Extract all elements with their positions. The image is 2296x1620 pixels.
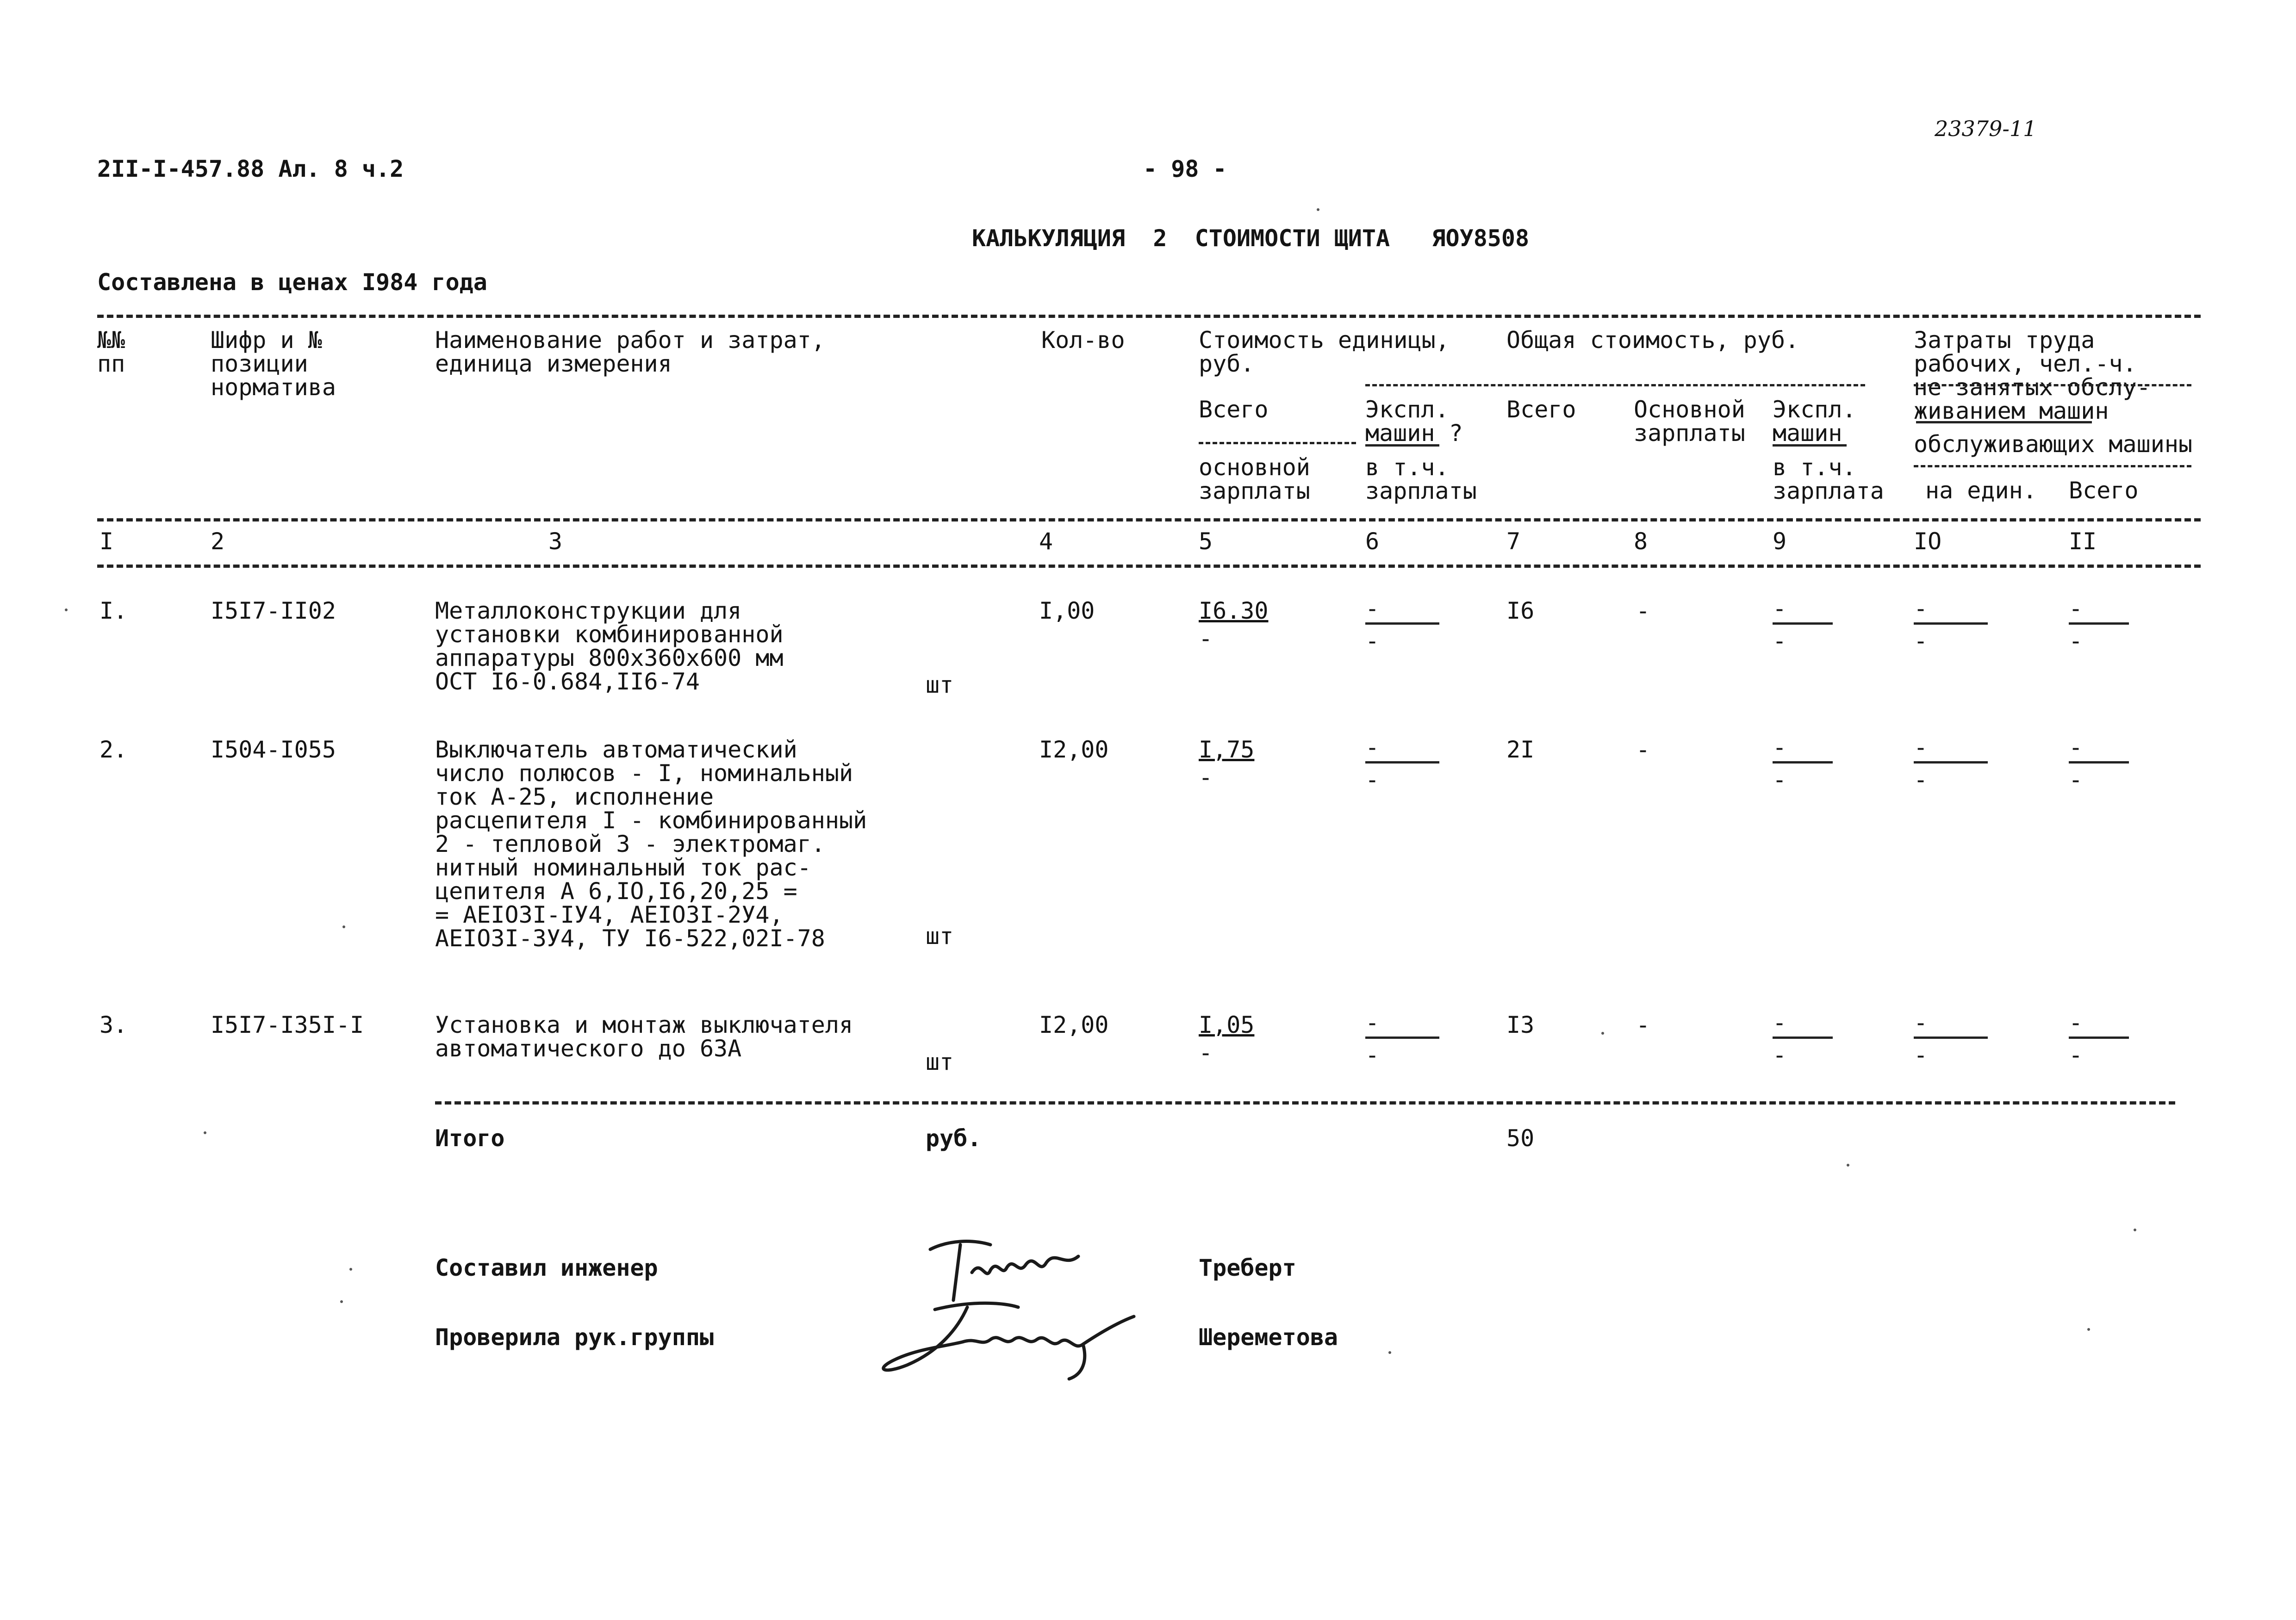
row-3-labor-total-2: - [2069, 1042, 2083, 1068]
row-3-total: I3 [1506, 1012, 1535, 1038]
checked-by-label: Проверила рук.группы [435, 1324, 714, 1351]
row-2-unit-machines-line [1365, 761, 1439, 763]
document-title: КАЛЬКУЛЯЦИЯ 2 СТОИМОСТИ ЩИТА ЯОУ8508 [972, 225, 1530, 252]
column-number-6: 6 [1365, 528, 1380, 555]
row-2-name: Выключатель автоматический число полюсов - I, номинальный ток А-25, исполнение расцепителя I - комбинированный 2 - тепловой 3 - электромаг. нитный номинальный ток рас- цепителя А 6,IO,I6,20,25 = = АЕIО3I-IУ4, АЕIО3I-2У4, АЕIО3I-3У4, ТУ I6-522,02I-78 [435, 736, 867, 952]
column-header-total-machines: Экспл. машин [1773, 396, 1856, 447]
scan-speck [204, 1131, 206, 1134]
column-header-name: Наименование работ и затрат, единица измерения [435, 327, 825, 377]
scan-speck [1388, 1351, 1391, 1354]
scan-speck [2087, 1328, 2090, 1331]
column-number-10: IO [1914, 528, 1942, 555]
summary-top-rule [435, 1101, 2175, 1105]
unit-cost-inner-rule [1199, 442, 1356, 444]
scan-speck [349, 1268, 352, 1271]
scan-speck [340, 1300, 343, 1303]
labor-inner-rule [1914, 465, 2191, 467]
row-2-labor-unit: - [1914, 734, 1928, 761]
row-1-labor-unit-line [1914, 622, 1988, 625]
column-number-5: 5 [1199, 528, 1213, 555]
scan-speck [2134, 1229, 2136, 1231]
row-2-total-machines: - [1773, 734, 1787, 761]
row-1-labor-total: - [2069, 595, 2083, 622]
row-3-total-machines-line [1773, 1037, 1833, 1039]
summary-total: 50 [1506, 1125, 1535, 1152]
column-number-3: 3 [548, 528, 563, 555]
column-header-unit-total: Всего [1199, 396, 1269, 423]
prices-note: Составлена в ценах I984 года [97, 269, 487, 296]
numbers-bottom-rule [97, 565, 2201, 568]
row-1-labor-unit: - [1914, 595, 1928, 622]
row-2-quantity: I2,00 [1039, 736, 1109, 763]
checked-by-name: Шереметова [1199, 1324, 1338, 1351]
column-number-9: 9 [1773, 528, 1787, 555]
row-2-labor-total: - [2069, 734, 2083, 761]
column-number-1: I [100, 528, 114, 555]
unit-machines-underline [1365, 444, 1439, 447]
column-header-unit-salary: основной зарплаты [1199, 454, 1310, 504]
row-3-total-salary: - [1636, 1012, 1650, 1038]
row-2-number: 2. [100, 736, 128, 763]
row-1-quantity: I,00 [1039, 597, 1095, 624]
scan-speck [342, 925, 345, 928]
subheader-rule-right [1365, 384, 1865, 386]
row-1-total-machines-line [1773, 622, 1833, 625]
row-1-total-machines: - [1773, 595, 1787, 622]
page-number: - 98 - [1143, 155, 1227, 182]
row-3-total-machines: - [1773, 1009, 1787, 1036]
row-3-unit-machines-line [1365, 1037, 1439, 1039]
row-2-labor-total-line [2069, 761, 2129, 763]
row-3-unit-salary: - [1199, 1039, 1213, 1066]
row-2-total-salary: - [1636, 736, 1650, 763]
row-1-unit-machines-line [1365, 622, 1439, 625]
row-2-unit-cost: I,75 [1199, 736, 1255, 763]
row-1-code: I5I7-II02 [211, 597, 336, 624]
column-header-unit-cost: Стоимость единицы, руб. [1199, 327, 1450, 377]
row-2-unit-machines-salary: - [1365, 766, 1380, 793]
row-3-labor-unit-line [1914, 1037, 1988, 1039]
labor-underline [1916, 421, 2092, 423]
row-3-unit-machines-salary: - [1365, 1042, 1380, 1068]
row-1-unit-cost: I6.30 [1199, 597, 1269, 624]
column-header-number: №№ пп [97, 327, 125, 377]
row-1-number: I. [100, 597, 128, 624]
row-3-labor-unit-2: - [1914, 1042, 1928, 1068]
row-1-total: I6 [1506, 597, 1535, 624]
total-machines-underline [1773, 444, 1847, 447]
row-1-unit-machines: - [1365, 595, 1380, 622]
scan-speck [1317, 208, 1319, 211]
row-2-total-machines-salary: - [1773, 766, 1787, 793]
column-number-4: 4 [1039, 528, 1053, 555]
compiled-by-name: Треберт [1199, 1254, 1296, 1281]
column-header-labor-total: Всего [2069, 477, 2139, 504]
column-header-labor-unit: на един. [1925, 477, 2037, 504]
row-1-labor-total-2: - [2069, 627, 2083, 654]
row-2-unit: шт [926, 923, 954, 950]
row-2-labor-unit-2: - [1914, 766, 1928, 793]
handwritten-signature-2 [865, 1296, 1143, 1384]
scan-speck [1847, 1164, 1849, 1167]
row-3-labor-unit: - [1914, 1009, 1928, 1036]
row-3-code: I5I7-I35I-I [211, 1012, 364, 1038]
column-header-unit-machines: Экспл. машин ? [1365, 396, 1463, 447]
row-2-unit-machines: - [1365, 734, 1380, 761]
row-1-unit-salary: - [1199, 625, 1213, 652]
column-number-2: 2 [211, 528, 225, 555]
compiled-by-label: Составил инженер [435, 1254, 658, 1281]
row-2-unit-salary: - [1199, 764, 1213, 791]
column-header-quantity: Кол-во [1041, 327, 1125, 354]
row-3-number: 3. [100, 1012, 128, 1038]
scan-speck [1601, 1032, 1604, 1035]
row-3-quantity: I2,00 [1039, 1012, 1109, 1038]
row-3-total-machines-salary: - [1773, 1042, 1787, 1068]
row-2-code: I504-I055 [211, 736, 336, 763]
document-code: 2II-I-457.88 Ал. 8 ч.2 [97, 155, 404, 182]
row-1-labor-unit-2: - [1914, 627, 1928, 654]
row-1-total-salary: - [1636, 597, 1650, 624]
header-bottom-rule [97, 518, 2201, 521]
column-header-total-machine-salary: в т.ч. зарплата [1773, 454, 1884, 504]
row-3-labor-total-line [2069, 1037, 2129, 1039]
row-1-name: Металлоконструкции для установки комбинированной аппаратуры 800х360х600 мм ОСТ I6-0.684,II6-74 [435, 597, 784, 695]
column-number-8: 8 [1634, 528, 1648, 555]
row-3-name: Установка и монтаж выключателя автоматического до 63А [435, 1012, 853, 1062]
summary-unit: руб. [926, 1125, 982, 1152]
subheader-rule-labor [1914, 384, 2191, 386]
row-1-labor-total-line [2069, 622, 2129, 625]
column-header-total-all: Всего [1506, 396, 1576, 423]
row-3-unit: шт [926, 1049, 954, 1075]
row-3-unit-machines: - [1365, 1009, 1380, 1036]
column-header-total-cost: Общая стоимость, руб. [1506, 327, 1799, 354]
archive-number: 23379-11 [1935, 116, 2037, 141]
row-1-unit: шт [926, 671, 954, 698]
column-header-total-salary: Основной зарплаты [1634, 396, 1745, 447]
row-3-unit-cost: I,05 [1199, 1012, 1255, 1038]
column-header-code: Шифр и № позиции норматива [211, 327, 336, 401]
row-2-labor-total-2: - [2069, 766, 2083, 793]
scan-speck [65, 608, 68, 611]
summary-label: Итого [435, 1125, 505, 1152]
column-header-unit-machine-salary: в т.ч. зарплаты [1365, 454, 1477, 504]
row-2-labor-unit-line [1914, 761, 1988, 763]
table-top-rule [97, 315, 2201, 318]
column-number-7: 7 [1506, 528, 1521, 555]
row-1-total-machines-salary: - [1773, 627, 1787, 654]
column-header-labor: Затраты труда рабочих, чел.-ч. не занятых обслу- живанием машин [1914, 327, 2151, 424]
row-2-total-machines-line [1773, 761, 1833, 763]
row-3-labor-total: - [2069, 1009, 2083, 1036]
row-1-unit-machines-salary: - [1365, 627, 1380, 654]
column-number-11: II [2069, 528, 2097, 555]
row-2-total: 2I [1506, 736, 1535, 763]
column-header-labor-sub: обслуживающих машины [1914, 431, 2193, 458]
